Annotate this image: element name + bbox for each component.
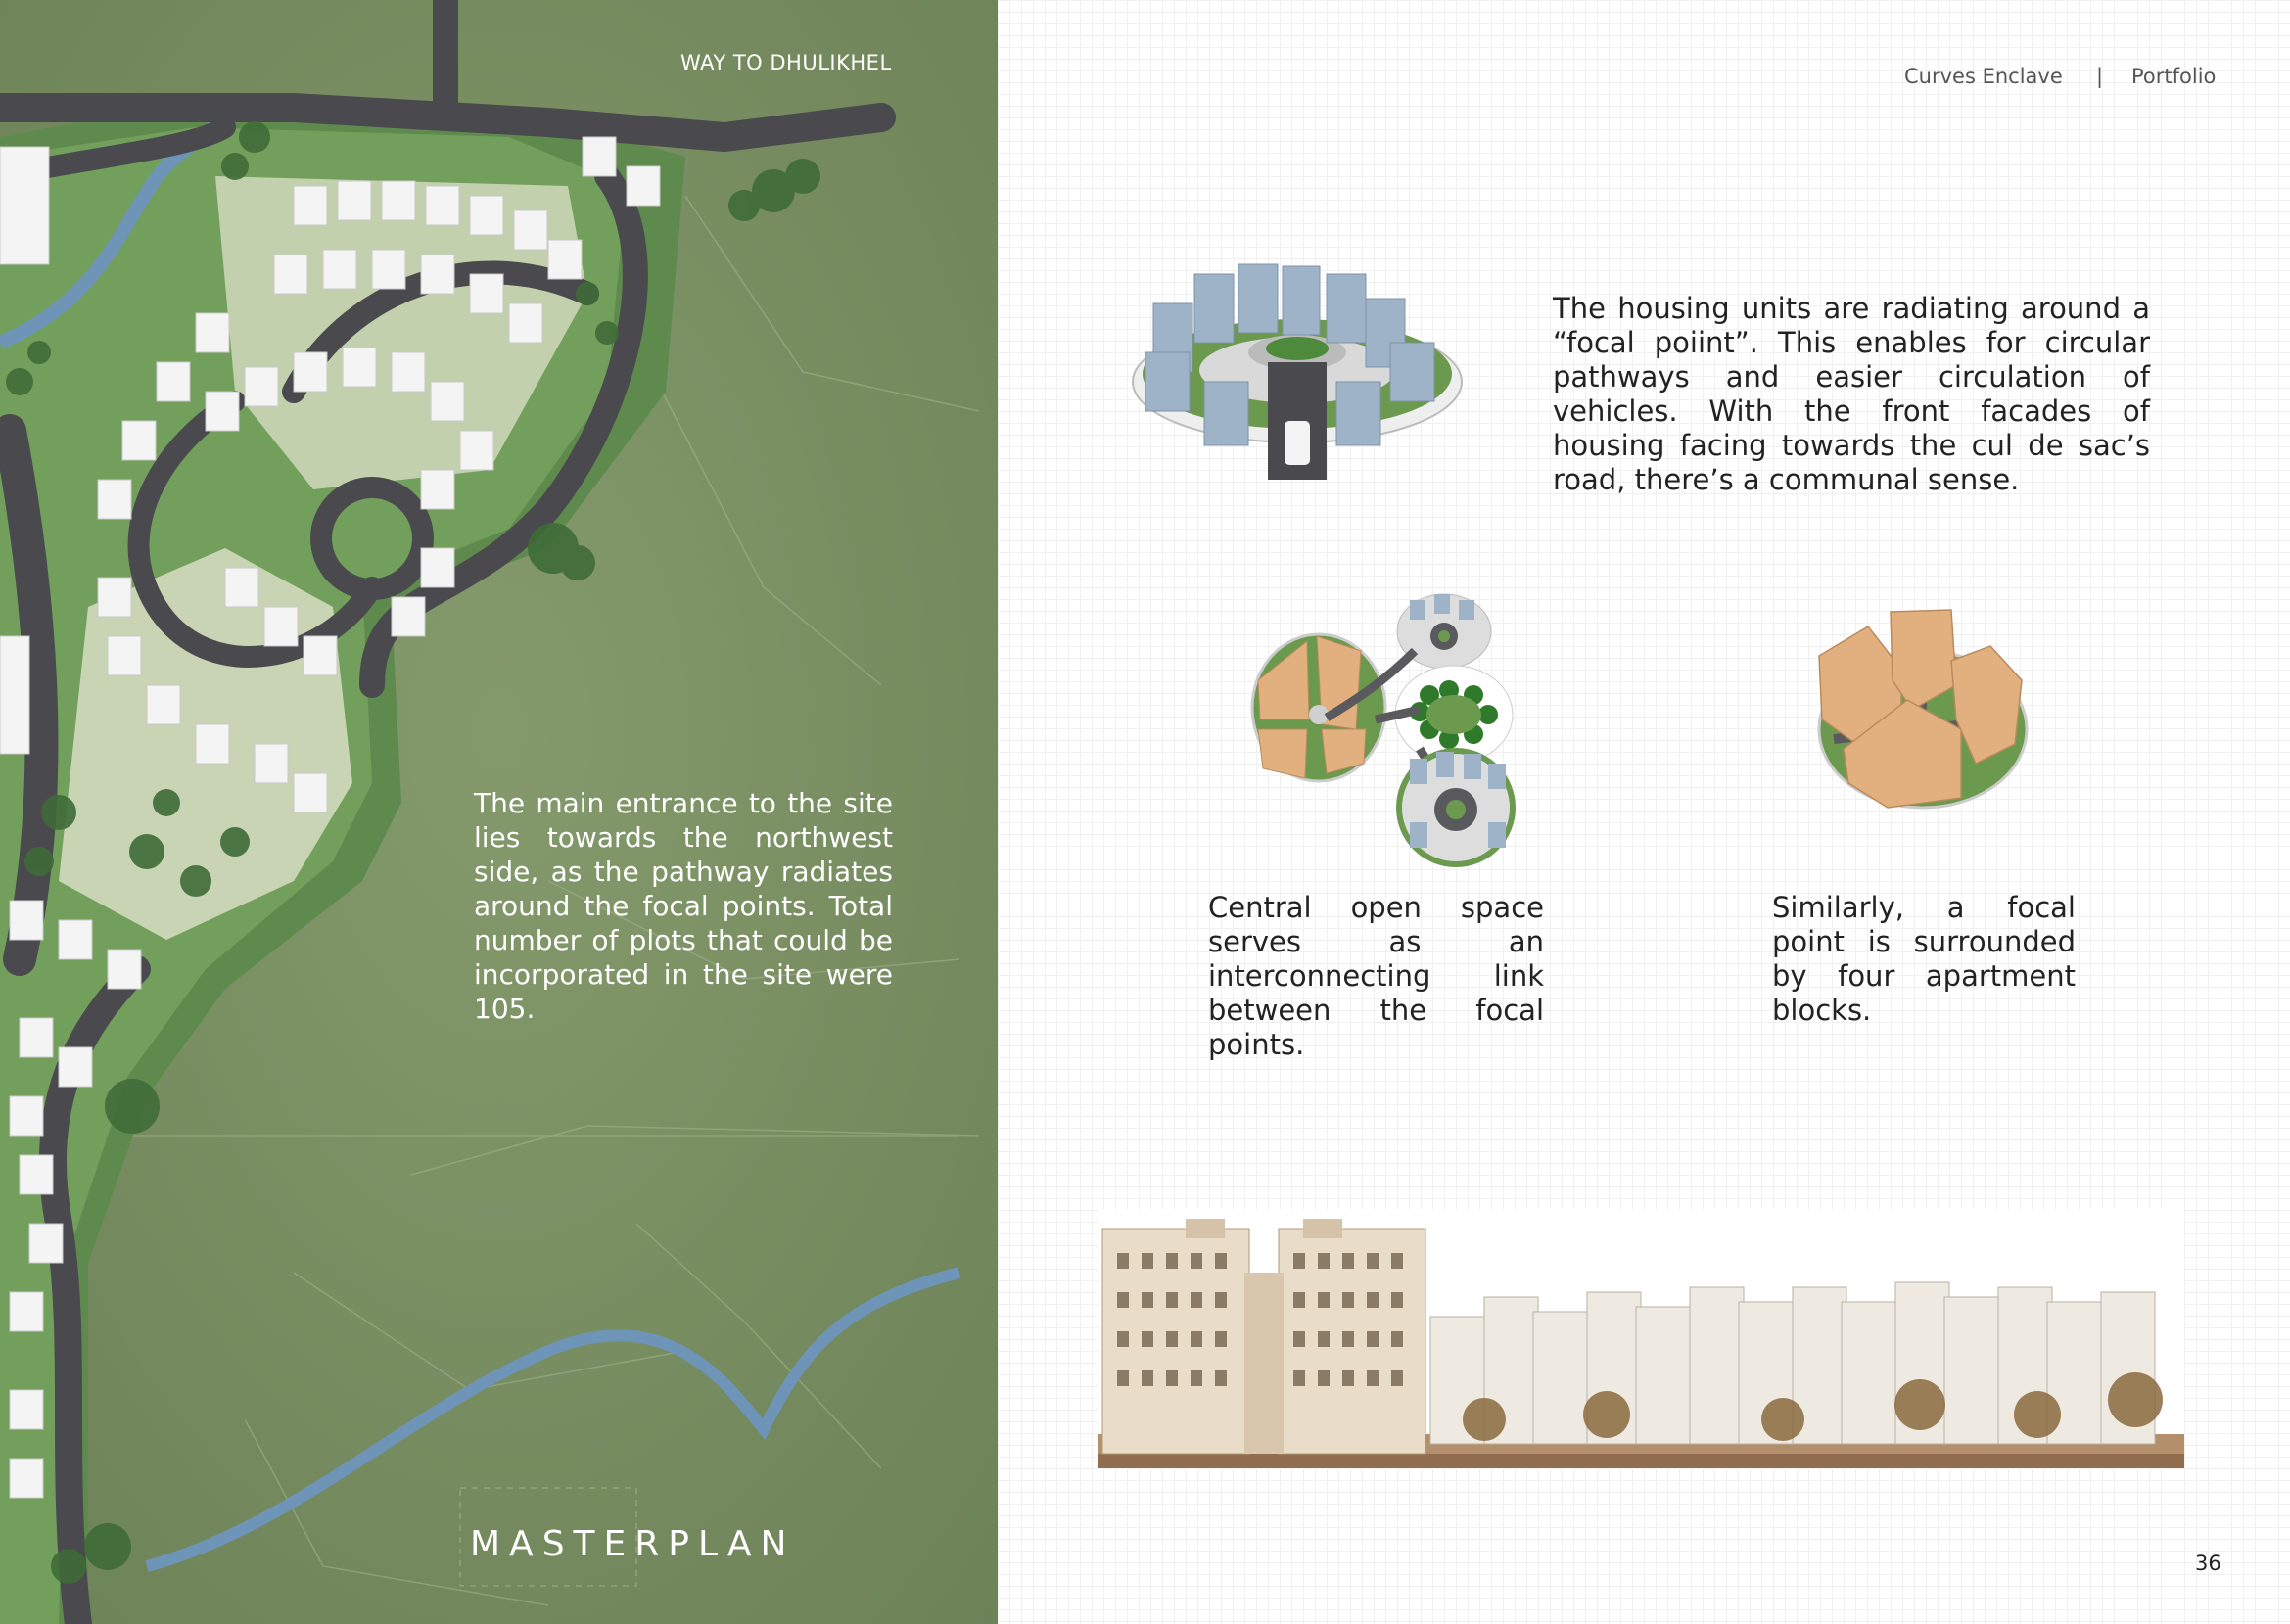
elevation-render (1098, 1209, 2184, 1468)
page-number: 36 (2195, 1552, 2221, 1575)
masterplan-title: MASTERPLAN (470, 1524, 796, 1564)
four-blocks-diagram (1814, 602, 2032, 817)
focal-point-text: The housing units are radiating around a “focal poiint”. This enables for circular pathways and easier circulation of vehicles. With the front facades of housing facing towards the cul de sac’s road, there’s a communal sense. (1553, 292, 2150, 496)
focal-point-diagram (1126, 255, 1469, 485)
road-label: WAY TO DHULIKHEL (680, 51, 892, 74)
masterplan-description: The main entrance to the site lies towards the northwest side, as the pathway radiates around the focal points. Total number of plots that could be incorporated in the site were 105. (474, 787, 893, 1025)
header-separator: | (2096, 65, 2104, 88)
header-project: Curves Enclave (1904, 65, 2063, 88)
four-blocks-text: Similarly, a focal point is surrounded by four apartment blocks. (1772, 891, 2076, 1027)
open-space-text: Central open space serves as an interconnecting link between the focal points. (1208, 891, 1544, 1061)
open-space-diagram (1248, 592, 1532, 871)
header-section: Portfolio (2131, 65, 2217, 88)
masterplan-panel (0, 0, 998, 1624)
